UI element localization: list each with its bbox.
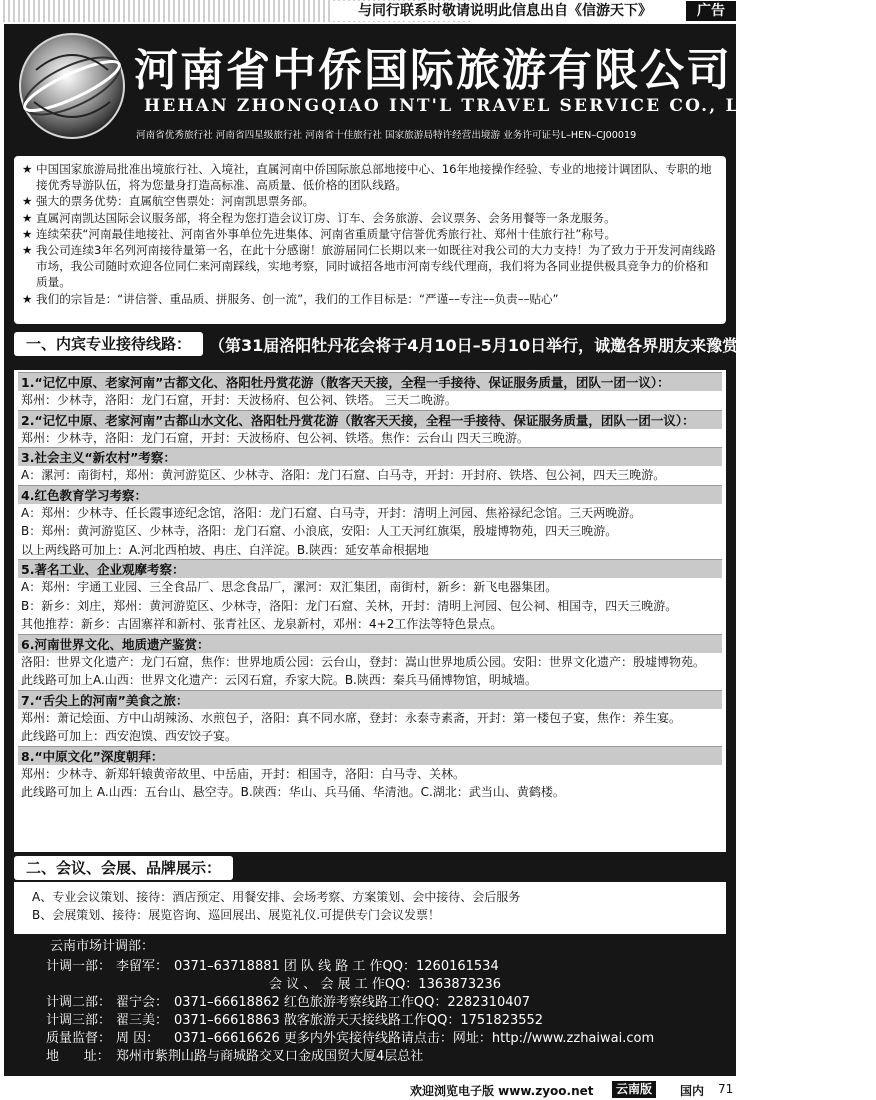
route-title: 1.“记忆中原、老家河南”古都文化、洛阳牡丹赏花游（散客天天接，全程一手接待、保证服务质量，团队一团一议）： — [18, 372, 722, 391]
intro-item: ★ 我们的宗旨是：“讲信誉、重品质、拼服务、创一流”，我们的工作目标是：“严谨––专注––负责––贴心” — [22, 291, 559, 306]
route-item — [18, 634, 722, 690]
route-item — [18, 485, 722, 560]
star-icon: ★ — [22, 194, 33, 209]
star-icon: ★ — [22, 291, 33, 306]
intro-item: ★ 连续荣获“河南最佳地接社、河南省外事单位先进集体、河南省重质量守信誉优秀旅行社、郑州十佳旅行社”称号。 — [22, 226, 617, 241]
footer-region: 国内 — [680, 1084, 705, 1098]
contacts-heading: 云南市场计调部： — [50, 939, 155, 954]
route-line: 此线路可加上：西安泡馍、西安饺子宴。 — [21, 729, 238, 743]
route-item — [18, 746, 722, 802]
intro-item: ★ 中国国家旅游局批准出境旅行社、入境社，直属河南中侨国际旅总部地接中心、16年地接操作经验、专业的地接计调团队、专职的地接优秀导游队伍，将为您量身打造高标准、高质量、低价格的团队线路。 — [22, 162, 712, 193]
footer-browse: 欢迎浏览电子版 www.zyoo.net — [410, 1084, 594, 1098]
route-line: 洛阳：世界文化遗产：龙门石窟，焦作：世界地质公园：云台山，登封：嵩山世界地质公园。安阳：世界文化遗产：殷墟博物苑。 — [21, 654, 706, 669]
route-line: 郑州：少林寺，洛阳：龙门石窟，开封：天波杨府、包公祠、铁塔。焦作：云台山 四天三晚游。 — [21, 430, 529, 445]
route-item — [18, 690, 722, 746]
route-line: B：新乡：刘庄，郑州：黄河游览区、少林寺，洛阳：龙门石窟、关林，开封：清明上河园、包公祠、相国寺，四天三晚游。 — [21, 598, 678, 613]
route-line: A：郑州：宇通工业园、三全食品厂、思念食品厂，漯河：双汇集团，南街村，新乡：新飞电器集团。 — [21, 580, 558, 594]
conference-box — [14, 882, 726, 934]
contact-row: 质量监督： 周 因： 0371–66616626 更多内外宾接待线路请点击：网址：http://www.zzhaiwai.com — [46, 1031, 655, 1046]
star-icon: ★ — [22, 210, 33, 225]
route-line: 此线路可加上 A.山西：五台山、悬空寺。B.陕西：华山、兵马俑、华清池。C.湖北：武当山、黄鹤楼。 — [21, 785, 565, 799]
ad-frame — [4, 24, 876, 1076]
star-icon: ★ — [22, 162, 33, 176]
route-item — [18, 410, 722, 448]
section1-label: 一、内宾专业接待线路： — [14, 332, 203, 356]
intro-box — [14, 156, 726, 324]
route-line: 其他推荐：新乡：古固寨祥和新村、张青社区、龙泉新村，邓州：4+2工作法等特色景点。 — [21, 617, 503, 631]
page-footer — [0, 1080, 740, 1100]
route-title: 5.著名工业、企业观摩考察： — [18, 559, 722, 578]
ad-badge: 广告 — [686, 1, 736, 21]
route-line: 郑州：萧记烩面、方中山胡辣汤、水煎包子，洛阳：真不同水席，登封：永泰寺素斋，开封：第一楼包子宴，焦作：养生宴。 — [21, 710, 682, 725]
route-line: 以上两线路可加上：A.河北西柏坡、冉庄、白洋淀。B.陕西：延安革命根据地 — [21, 542, 429, 557]
company-name-main: 河南省中侨国际旅游有限公司 — [134, 45, 732, 96]
route-line: B：郑州：黄河游览区、少林寺，洛阳：龙门石窟、小浪底，安阳：人工天河红旗渠，殷墟博物苑，四天三晚游。 — [21, 524, 618, 538]
page-number: 71 — [718, 1082, 734, 1096]
intro-item: ★ 直属河南凯达国际会议服务部，将全程为您打造会议订房、订车、会务旅游、会议票务、会务用餐等一条龙服务。 — [22, 210, 616, 225]
section1-header — [14, 330, 786, 358]
route-title: 3.社会主义“新农村”考察： — [18, 447, 722, 466]
company-header — [4, 24, 876, 152]
intro-item: ★ 强大的票务优势：直属航空售票处：河南凯思票务部。 — [22, 194, 315, 209]
route-line: A：漯河：南街村，郑州：黄河游览区、少林寺、洛阳：龙门石窟、白马寺，开封：开封府、铁塔、包公祠，四天三晚游。 — [21, 468, 666, 482]
intro-item: ★ 我公司连续3年名列河南接待量第一名，在此十分感谢！旅游届同仁长期以来一如既往对我公司的大力支持！为了致力于开发河南线路市场，我公司随时欢迎各位同仁来河南踩线，实地考察，同时诚招各地市河南专线代理商，我们将为各同业提供极具竞争力的价格和质量。 — [22, 243, 716, 290]
company-name-suffix: （总社） — [732, 54, 876, 94]
routes-list — [14, 370, 726, 852]
contact-row: 计调一部： 李留军： 0371–63718881 团 队 线 路 工 作QQ：1260161534 — [46, 959, 499, 974]
route-item — [18, 447, 722, 485]
route-line: 郑州：少林寺，洛阳：龙门石窟，开封：天波杨府、包公祠、铁塔。 三天二晚游。 — [21, 393, 457, 407]
company-name-cn — [134, 34, 876, 98]
route-title: 8.“中原文化”深度朝拜： — [18, 746, 722, 765]
route-item — [18, 559, 722, 634]
top-notice: 与同行联系时敬请说明此信息出自《信游天下》 — [330, 1, 680, 21]
route-title: 4.红色教育学习考察： — [18, 485, 722, 504]
footer-edition: 云南版 — [612, 1081, 656, 1098]
star-icon: ★ — [22, 226, 33, 241]
contact-row: 计调二部： 翟宁会： 0371–66618862 红色旅游考察线路工作QQ：2282310407 — [46, 995, 531, 1010]
globe-logo-icon — [16, 30, 128, 142]
section2-header — [14, 854, 233, 882]
company-name-en: HEHAN ZHONGQIAO INT'L TRAVEL SERVICE CO., LTD — [144, 96, 771, 116]
route-line: 此线路可加上A.山西：世界文化遗产：云冈石窟，乔家大院。B.陕西：秦兵马俑博物馆，明城墙。 — [21, 673, 537, 687]
conference-item: A、专业会议策划、接待：酒店预定、用餐安排、会场考察、方案策划、会中接待、会后服务 — [32, 890, 521, 904]
route-title: 6.河南世界文化、地质遗产鉴赏： — [18, 634, 722, 653]
star-icon: ★ — [22, 243, 33, 258]
conference-item: B、会展策划、接待：展览咨询、巡回展出、展览礼仪.可提供专门会议发票！ — [32, 908, 441, 922]
contact-row: 会 议 、 会 展 工 作QQ：1363873236 — [174, 977, 502, 992]
route-title: 7.“舌尖上的河南”美食之旅： — [18, 690, 722, 709]
route-line: A：郑州：少林寺、任长霞事迹纪念馆，洛阳：龙门石窟、白马寺，开封：清明上河园、焦裕禄纪念馆。三天两晚游。 — [21, 505, 642, 520]
company-credentials: 河南省优秀旅行社 河南省四星级旅行社 河南省十佳旅行社 国家旅游局特许经营出境游 业务许可证号L–HEN–CJ00019 — [136, 130, 637, 141]
top-notice-bar — [0, 0, 740, 22]
route-title: 2.“记忆中原、老家河南”古都山水文化、洛阳牡丹赏花游（散客天天接，全程一手接待、保证服务质量，团队一团一议）： — [18, 410, 722, 429]
contact-row: 地 址： 郑州市紫荆山路与商城路交叉口金成国贸大厦4层总社 — [46, 1049, 424, 1064]
section1-note: （第31届洛阳牡丹花会将于4月10日–5月10日举行，诚邀各界朋友来豫赏花！） — [209, 335, 787, 355]
contact-row: 计调三部： 翟三美： 0371–66618863 散客旅游天天接线路工作QQ：1751823552 — [46, 1013, 544, 1028]
section2-label: 二、会议、会展、品牌展示： — [14, 856, 233, 880]
route-line: 郑州：少林寺、新郑轩辕黄帝故里、中岳庙，开封：相国寺，洛阳：白马寺、关林。 — [21, 766, 466, 781]
route-item — [18, 372, 722, 410]
